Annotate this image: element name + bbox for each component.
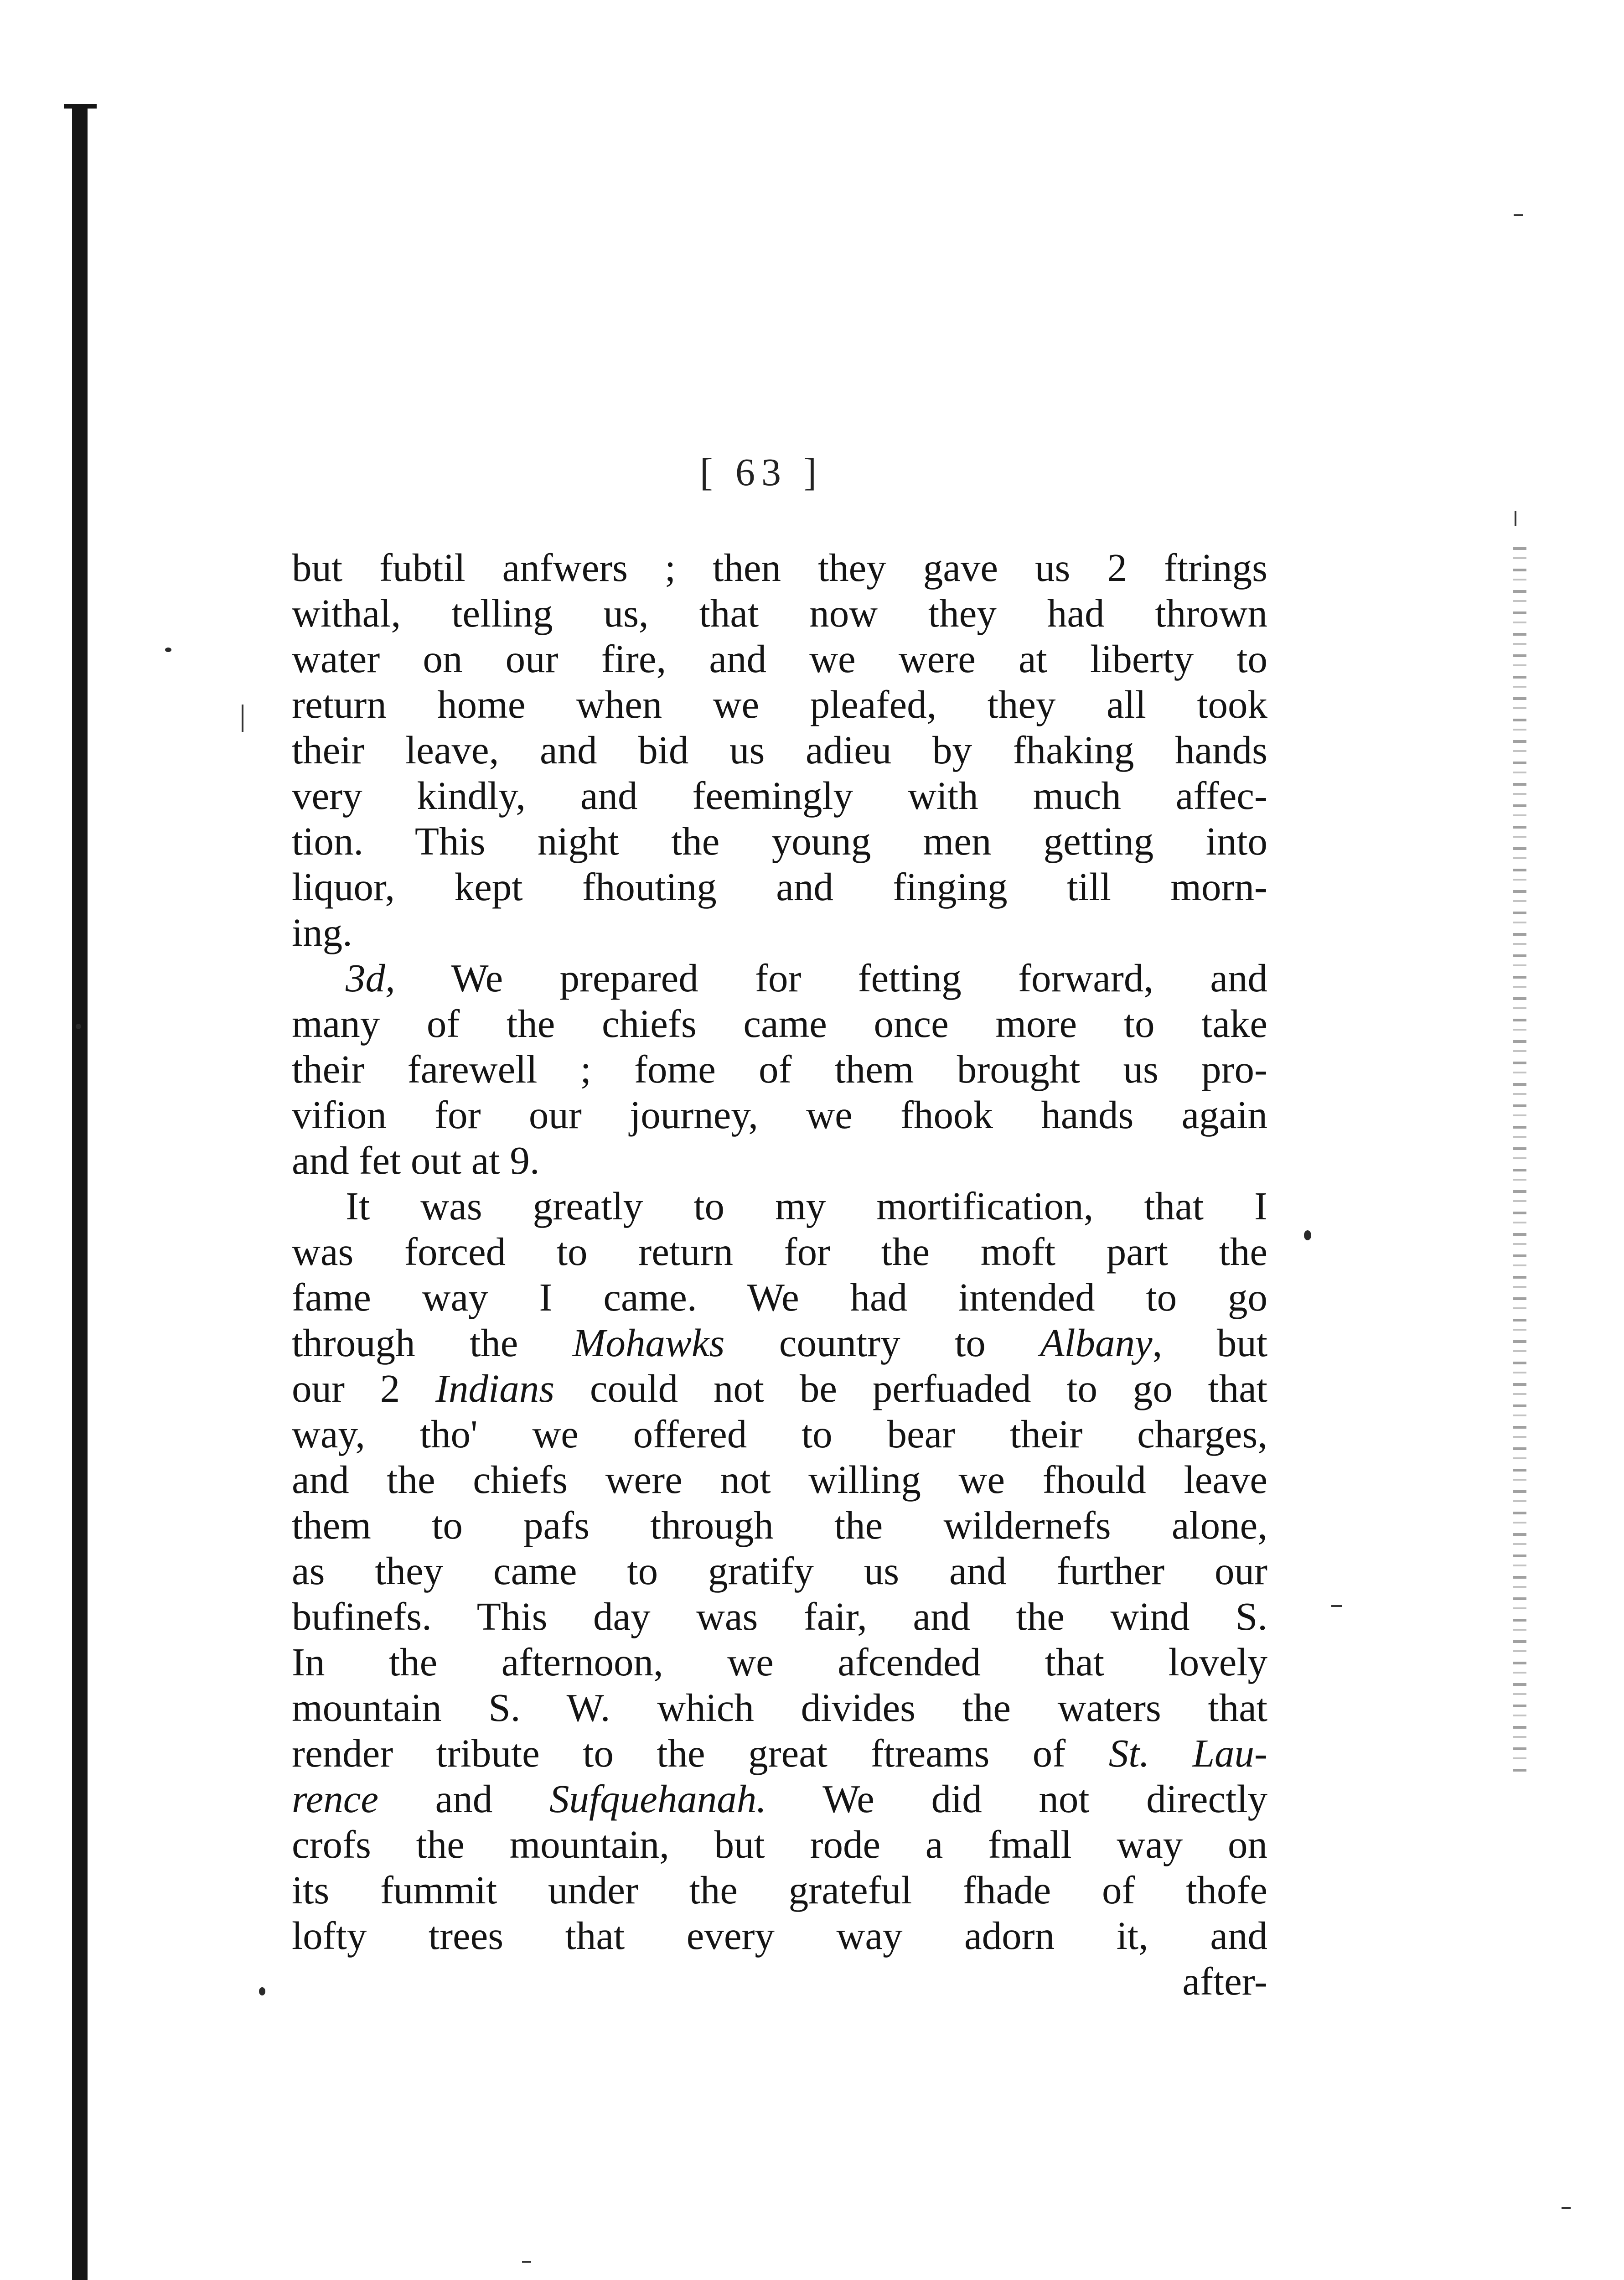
scan-speck xyxy=(1331,1605,1342,1607)
scan-speck xyxy=(1514,214,1523,216)
river-name: Sufquehanah. xyxy=(549,1777,767,1821)
text-line: but fubtil anfwers ; then they gave us 2 ftrings xyxy=(292,545,1267,590)
text-line: was forced to return for the moft part the xyxy=(292,1229,1267,1274)
text-line xyxy=(292,1731,1267,1776)
text-run: could not be perfuaded to go that xyxy=(590,1366,1267,1410)
scan-speck xyxy=(522,2261,531,2263)
scan-speck xyxy=(1562,2207,1571,2209)
text-line: ing. xyxy=(292,910,352,954)
text-line: mountain S. W. which divides the waters that xyxy=(292,1685,1267,1730)
river-name: rence xyxy=(292,1777,378,1821)
text-run: , but xyxy=(1152,1321,1268,1365)
text-line: lofty trees that every way adorn it, and xyxy=(292,1913,1267,1958)
text-line: tion. This night the young men getting into xyxy=(292,819,1267,863)
text-line: very kindly, and feemingly with much affec- xyxy=(292,773,1267,818)
date-label: 3d, xyxy=(346,956,395,1000)
text-line: return home when we pleafed, they all took xyxy=(292,682,1267,726)
text-line: and the chiefs were not willing we fhould leave xyxy=(292,1457,1267,1502)
text-line: withal, telling us, that now they had thrown xyxy=(292,591,1267,635)
binding-rule xyxy=(72,105,88,2280)
text-run: and xyxy=(435,1777,493,1821)
text-line: as they came to gratify us and further our xyxy=(292,1549,1267,1593)
text-line: their farewell ; fome of them brought us pro- xyxy=(292,1047,1267,1091)
text-run: our 2 xyxy=(292,1366,400,1410)
paragraph-first-line: It was greatly to my mortification, that I xyxy=(346,1184,1267,1228)
text-run: We did not directly xyxy=(822,1777,1268,1821)
text-line: many of the chiefs came once more to take xyxy=(292,1001,1267,1046)
people-name: Indians xyxy=(435,1366,555,1410)
text-line: liquor, kept fhouting and finging till morn- xyxy=(292,865,1267,909)
show-through-speckle xyxy=(1513,547,1526,1778)
page-number: [ 63 ] xyxy=(699,450,823,494)
place-name: Mohawks xyxy=(572,1321,725,1365)
text-line: its fummit under the grateful fhade of thofe xyxy=(292,1868,1267,1912)
scan-speck xyxy=(259,1987,265,1995)
text-line: their leave, and bid us adieu by fhaking hands xyxy=(292,728,1267,772)
paragraph-first-line xyxy=(292,955,1267,1001)
catchword: after- xyxy=(1182,1959,1267,2003)
text-run: render tribute to the great ftreams of xyxy=(292,1731,1066,1775)
river-name: St. Lau- xyxy=(1108,1731,1268,1775)
text-line: fame way I came. We had intended to go xyxy=(292,1275,1267,1319)
text-line: way, tho' we offered to bear their charges, xyxy=(292,1412,1267,1456)
text-run: country to xyxy=(779,1321,986,1365)
scan-speck xyxy=(165,648,171,652)
scan-speck xyxy=(1515,511,1516,526)
body-text xyxy=(292,545,1267,2004)
text-line xyxy=(292,1320,1267,1366)
text-line: crofs the mountain, but rode a fmall way on xyxy=(292,1822,1267,1866)
scan-speck xyxy=(242,705,243,732)
text-line: and fet out at 9. xyxy=(292,1138,540,1182)
text-run: We prepared for fetting forward, and xyxy=(451,956,1267,1000)
text-line xyxy=(292,1366,1267,1411)
text-line: bufinefs. This day was fair, and the wind S. xyxy=(292,1594,1267,1638)
scan-speck xyxy=(76,1024,81,1029)
text-line: them to pafs through the wildernefs alone, xyxy=(292,1503,1267,1547)
text-line xyxy=(292,1776,1267,1822)
text-line: vifion for our journey, we fhook hands again xyxy=(292,1093,1267,1137)
place-name: Albany xyxy=(1040,1321,1153,1365)
text-line: water on our fire, and we were at liberty to xyxy=(292,637,1267,681)
scan-speck xyxy=(1304,1230,1311,1240)
text-run: through the xyxy=(292,1321,518,1365)
text-line: In the afternoon, we afcended that lovely xyxy=(292,1640,1267,1684)
